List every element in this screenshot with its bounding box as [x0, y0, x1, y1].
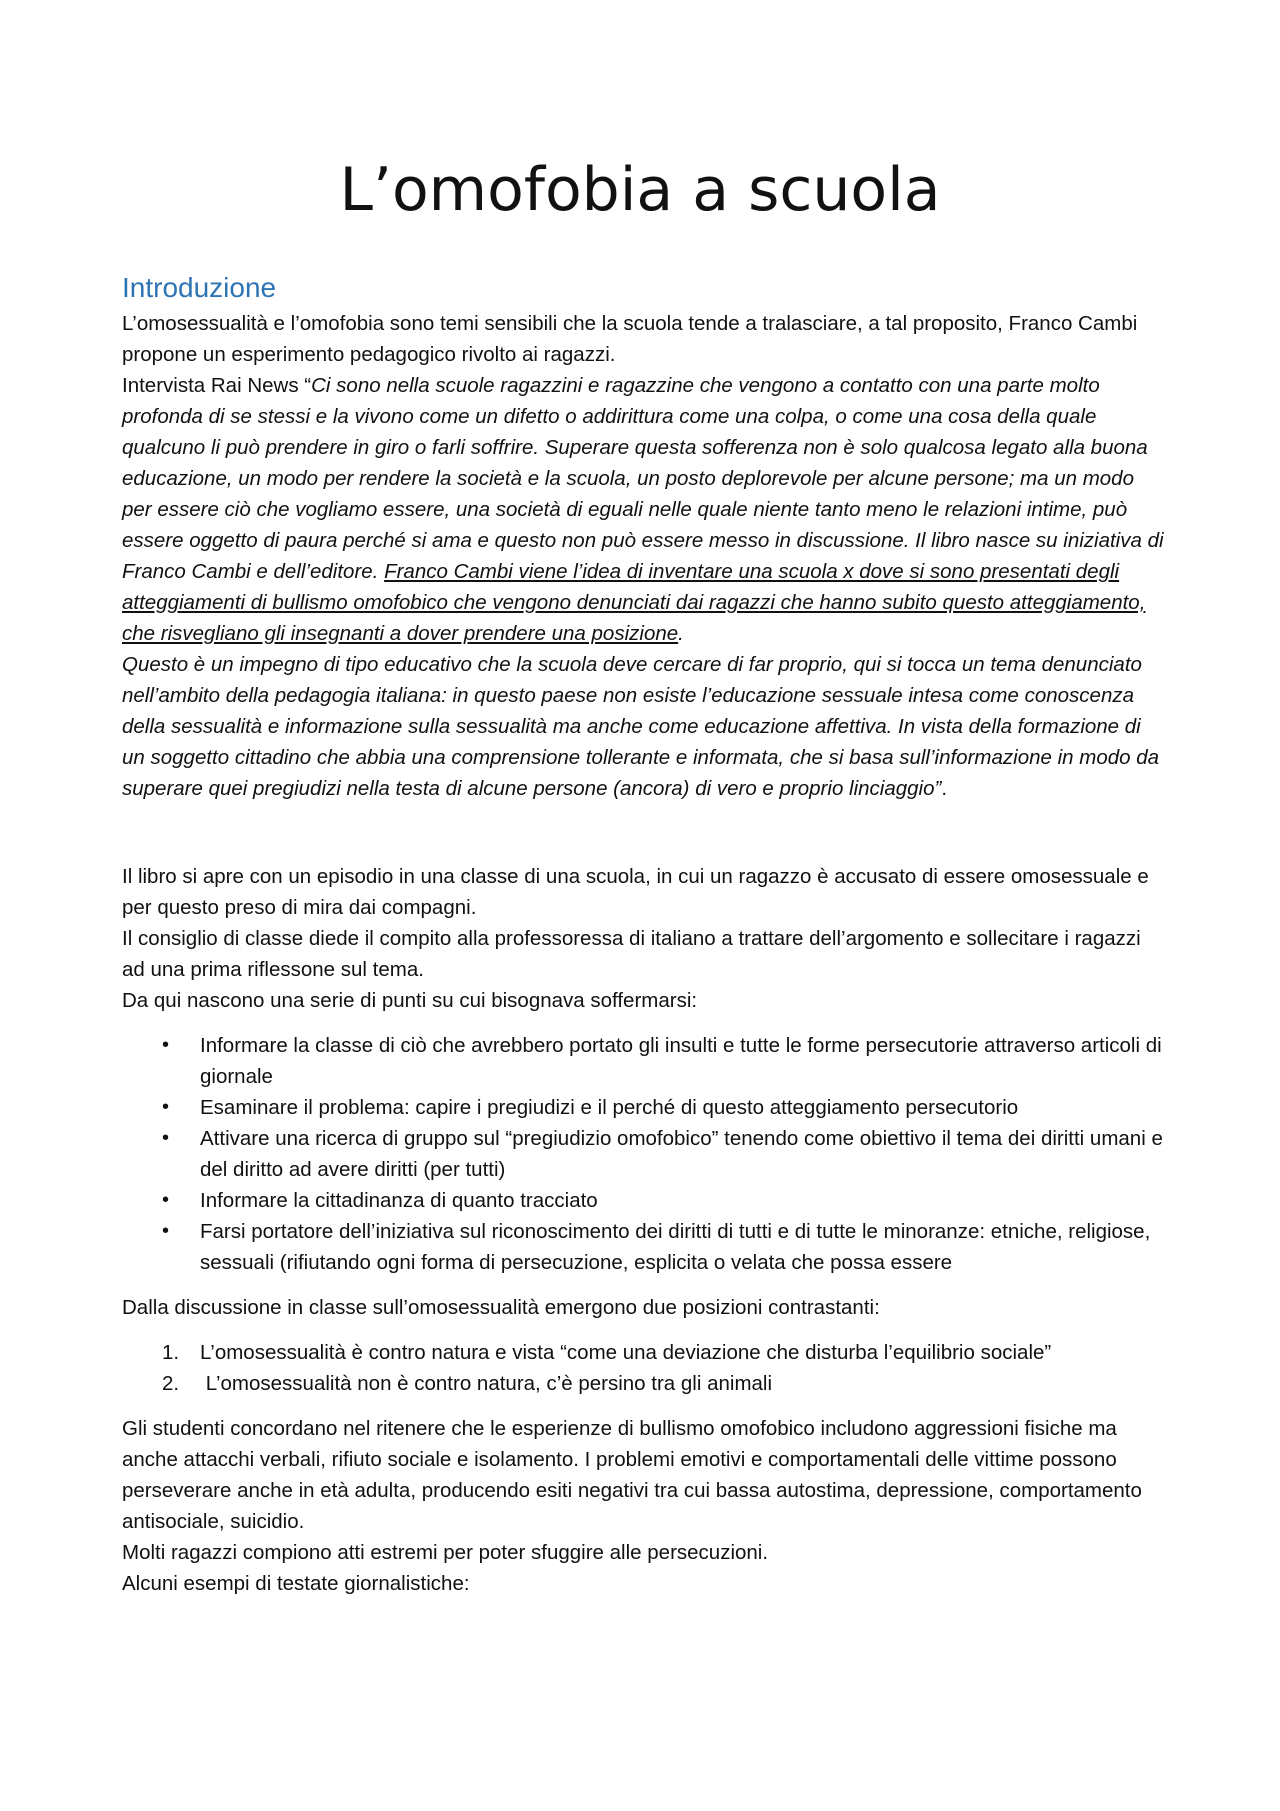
- extreme-acts-paragraph: Molti ragazzi compiono atti estremi per poter sfuggire alle persecuzioni.: [122, 1541, 769, 1564]
- interview-quote-part3: Questo è un impegno di tipo educativo che la scuola deve cercare di far proprio, qui si tocca un tema denunciato nell’ambito della pedagogia italiana: in questo paese non esiste l’educazione sessuale intesa come conoscenza della sessualità e informazione sulla sessualità ma anche come educazione affettiva. In vista della formazione di un soggetto cittadino che abbia una comprensione tollerante e informata, che si basa sull’informazione in modo da superare quei pregiudizi nella testa di alcune persone (ancora) di vero e proprio linciaggio”: [122, 653, 1160, 800]
- book-paragraph-2: Il consiglio di classe diede il compito alla professoressa di italiano a trattare dell’argomento e sollecitare i ragazzi ad una prima riflessone sul tema.: [122, 927, 1141, 981]
- intro-paragraph: L’omosessualità e l’omofobia sono temi sensibili che la scuola tende a tralasciare, a tal proposito, Franco Cambi propone un esperimento pedagogico rivolto ai ragazzi.: [122, 312, 1138, 366]
- interview-underlined: Franco Cambi viene l’idea di inventare una scuola x dove si sono presentati degli atteggiamenti di bullismo omofobico che vengono denunciati dai ragazzi che hanno subito questo atteggiamento, che risvegliano gli insegnanti a dover prendere una posizione: [122, 560, 1146, 645]
- students-paragraph: Gli studenti concordano nel ritenere che le esperienze di bullismo omofobico includono aggressioni fisiche ma anche attacchi verbali, rifiuto sociale e isolamento. I problemi emotivi e comportamentali delle vittime possono perseverare anche in età adulta, producendo esiti negativi tra cui bassa autostima, depressione, comportamento antisociale, suicidio.: [122, 1417, 1142, 1533]
- document-title: L’omofobia a scuola: [339, 155, 941, 225]
- section-heading: Introduzione: [122, 272, 277, 303]
- list-item: • Esaminare il problema: capire i pregiudizi e il perché di questo atteggiamento persecutorio: [122, 1092, 1167, 1123]
- bullet-icon: •: [162, 1220, 170, 1242]
- interview-paragraph: [122, 370, 1167, 649]
- bullet-icon: •: [162, 1127, 170, 1149]
- list-item: 2. L’omosessualità non è contro natura, c’è persino tra gli animali: [162, 1372, 773, 1395]
- interview-period: .: [678, 622, 684, 645]
- interview-lead: Intervista Rai News “: [122, 374, 312, 397]
- interview-closing: .: [941, 777, 948, 800]
- bullet-icon: •: [162, 1096, 170, 1118]
- discussion-intro: Dalla discussione in classe sull’omosessualità emergono due posizioni contrastanti:: [122, 1296, 880, 1319]
- bullet-icon: •: [162, 1034, 170, 1056]
- list-item: • Attivare una ricerca di gruppo sul “pregiudizio omofobico” tenendo come obiettivo il tema dei diritti umani e del diritto ad avere diritti (per tutti): [122, 1123, 1167, 1185]
- examples-intro: Alcuni esempi di testate giornalistiche:: [122, 1572, 470, 1595]
- book-paragraph-3: Da qui nascono una serie di punti su cui bisognava soffermarsi:: [122, 989, 698, 1012]
- list-item: • Farsi portatore dell’iniziativa sul riconoscimento dei diritti di tutti e di tutte le minoranze: etniche, religiose, sessuali (rifiutando ogni forma di persecuzione, esplicita o velata che possa essere: [122, 1216, 1167, 1278]
- numbered-list: [122, 1337, 1167, 1399]
- document-body: [122, 268, 1167, 1599]
- interview-quote-part1: Ci sono nella scuole ragazzini e ragazzine che vengono a contatto con una parte molto profonda di se stessi e la vivono come un difetto o addirittura come una colpa, o come una cosa della quale qualcuno li può prendere in giro o farli soffrire. Superare questa sofferenza non è solo qualcosa legato alla buona educazione, un modo per rendere la società e la scuola, un posto deplorevole per alcune persone; ma un modo per essere ciò che vogliamo essere, una società di eguali nelle quale niente tanto meno le relazioni intime, può essere oggetto di paura perché si ama e questo non può essere messo in discussione. Il libro nasce su iniziativa di Franco Cambi e dell’editore.: [122, 374, 1164, 583]
- bullet-icon: •: [162, 1189, 170, 1211]
- list-item: 1. L’omosessualità è contro natura e vista “come una deviazione che disturba l’equilibrio sociale”: [162, 1341, 1052, 1364]
- book-paragraph-1: Il libro si apre con un episodio in una classe di una scuola, in cui un ragazzo è accusato di essere omosessuale e per questo preso di mira dai compagni.: [122, 865, 1149, 919]
- list-item: • Informare la cittadinanza di quanto tracciato: [122, 1185, 1167, 1216]
- list-item: • Informare la classe di ciò che avrebbero portato gli insulti e tutte le forme persecutorie attraverso articoli di giornale: [122, 1030, 1167, 1092]
- interview-paragraph-cont: [122, 649, 1167, 804]
- bullet-list: [122, 1030, 1167, 1278]
